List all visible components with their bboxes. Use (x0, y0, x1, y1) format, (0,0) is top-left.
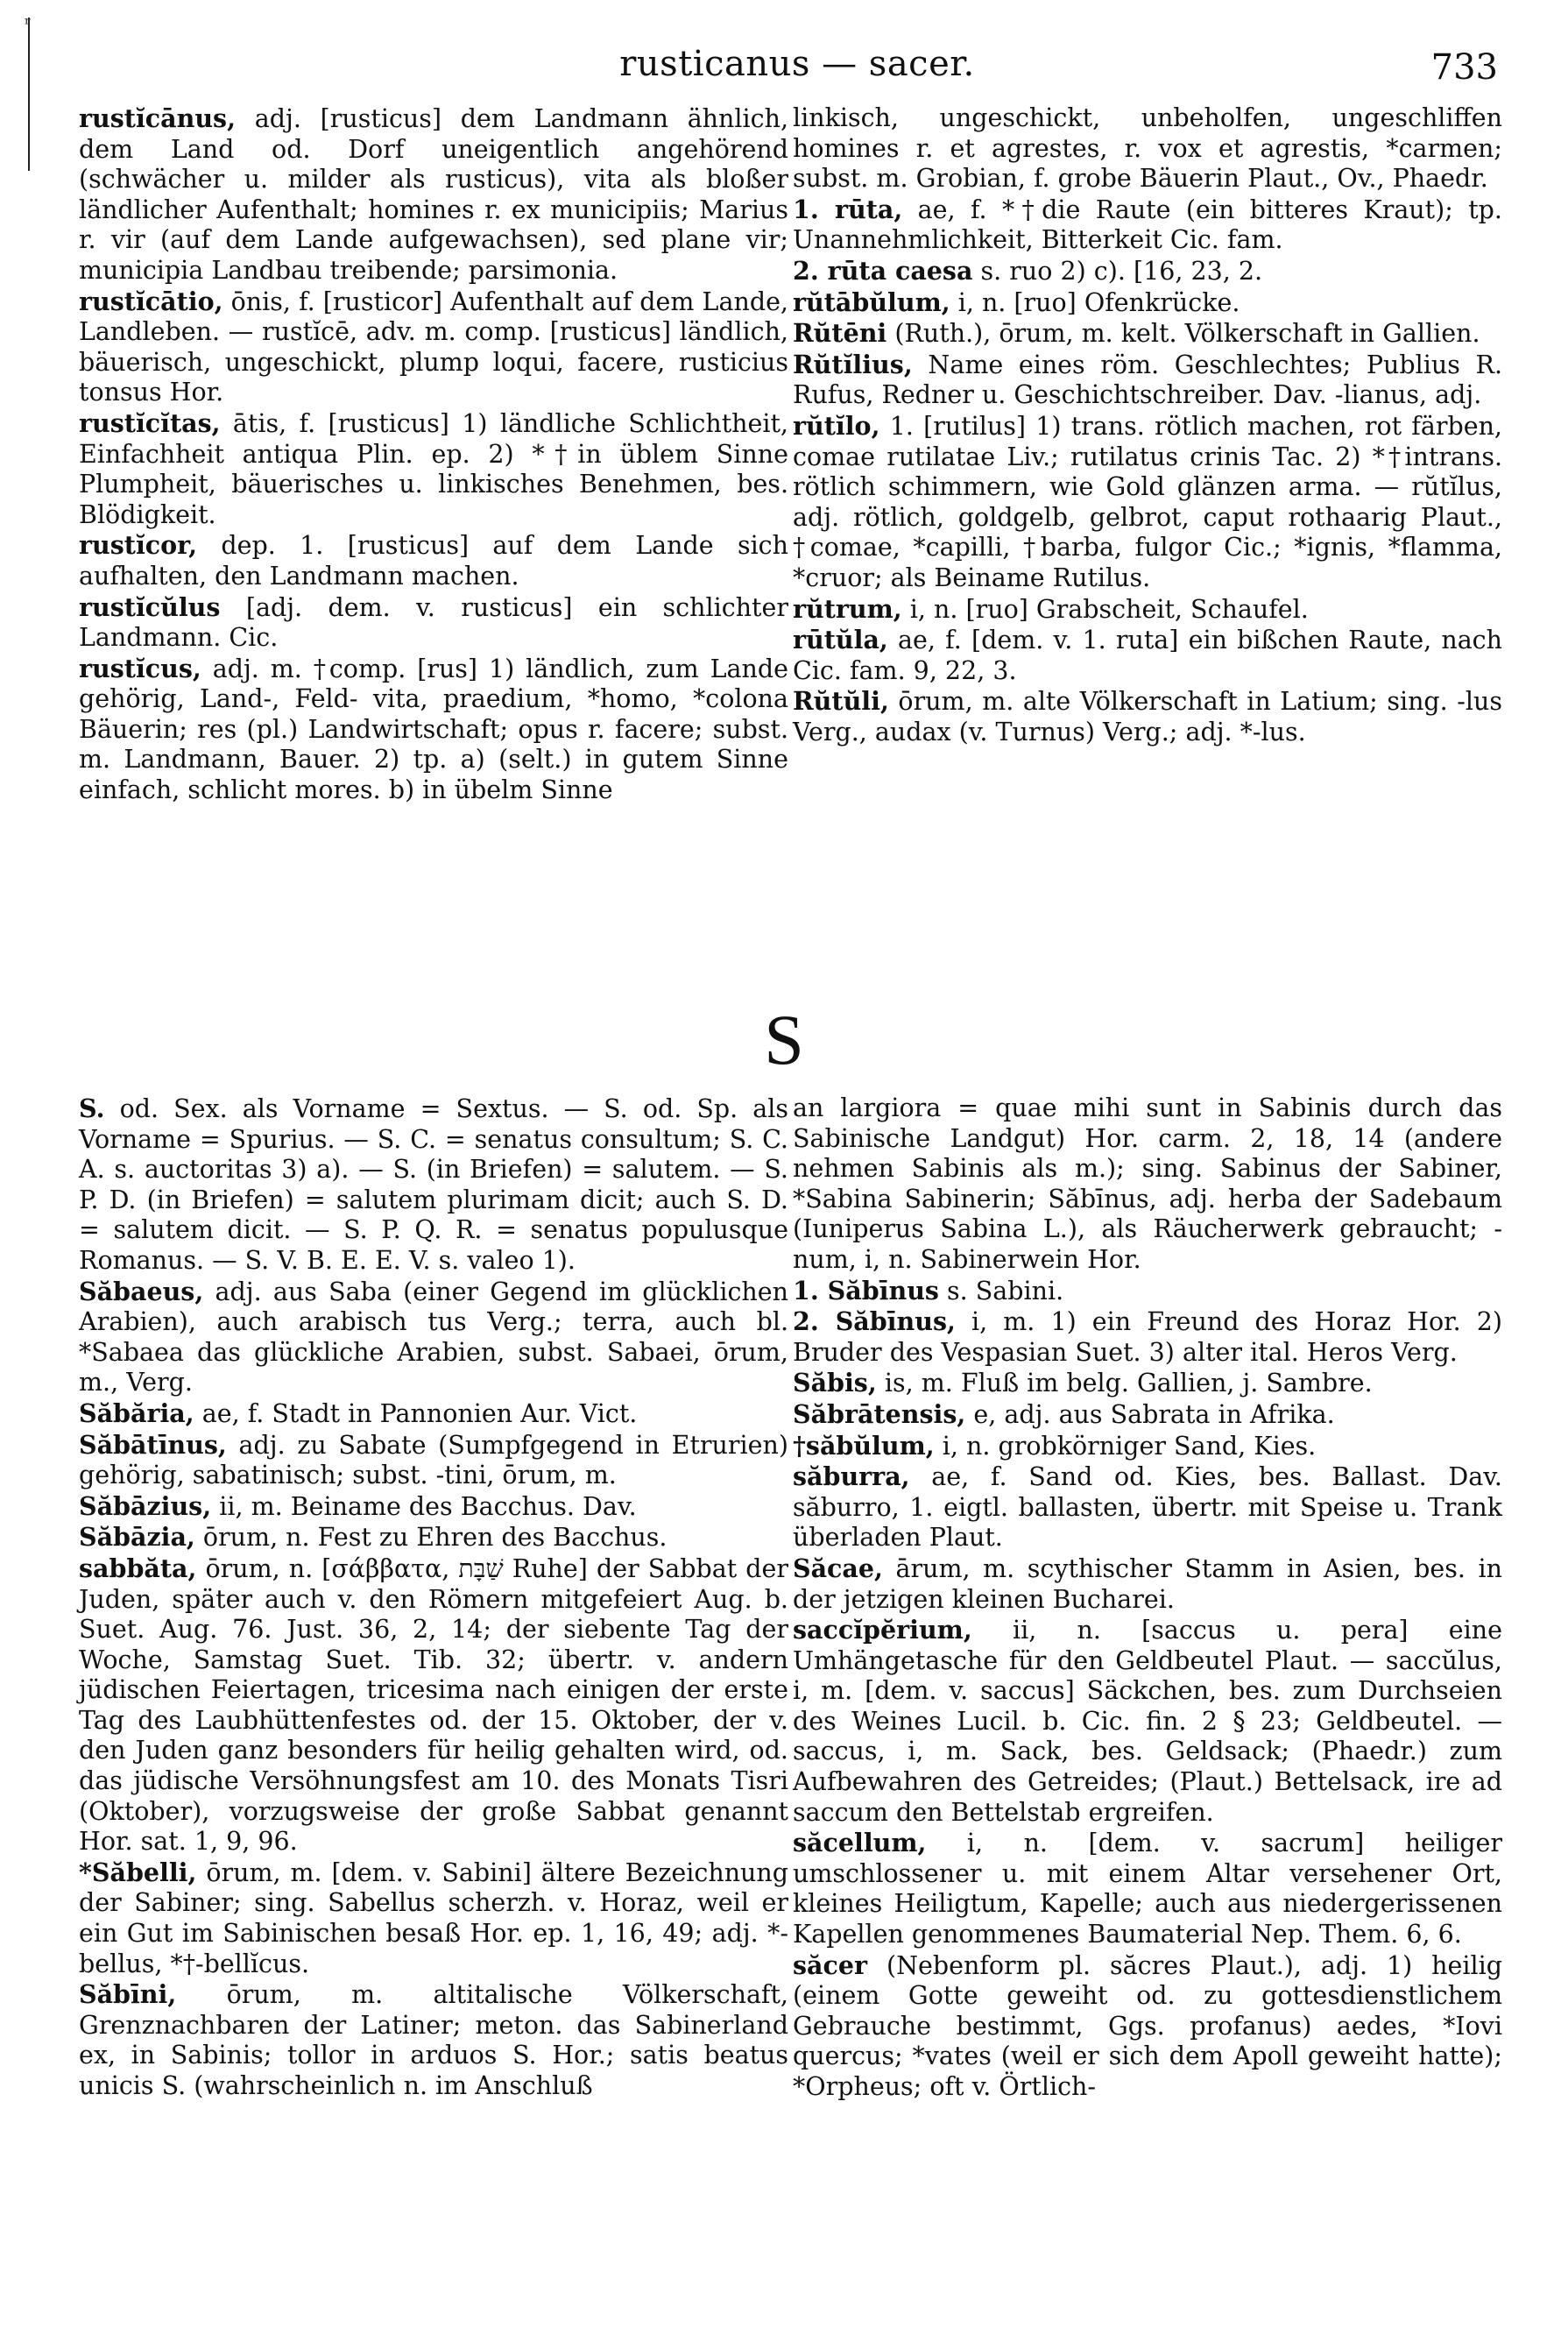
entry-definition: ārum, m. scythischer Stamm in Asien, bes. in der jetzigen kleinen Bucharei. (793, 1553, 1502, 1614)
dictionary-entry (79, 1491, 788, 1523)
dictionary-entry (793, 625, 1502, 686)
entry-definition: ōrum, n. [σάββατα, שַׁבָּת Ruhe] der Sabbat der Juden, später auch v. den Römern mitgefeiert Aug. b. Suet. Aug. 76. Just. 36, 2, 14; der siebente Tag der Woche, Samstag Suet. Tib. 32; übertr. v. andern jüdischen Feiertagen, tricesima nach einigen der erste Tag des Laubhüttenfestes od. der 15. Oktober, der v. den Juden ganz besonders für heilig gehalten wird, od. das jüdische Versöhnungsfest am 10. des Monats Tisri (Oktober), vorzugsweise der große Sabbat genannt Hor. sat. 1, 9, 96. (79, 1553, 788, 1857)
dictionary-entry (79, 1857, 788, 1979)
upper-right-column (793, 103, 1502, 747)
margin-mark: ʳ (25, 14, 32, 36)
dictionary-entry (79, 1979, 788, 2101)
entry-definition: i, n. [ruo] Grabscheit, Schaufel. (901, 594, 1309, 624)
entry-definition: adj. aus Saba (einer Gegend im glücklichen Arabien), auch arabisch tus Verg.; terra, auch bl. *Sabaea das glückliche Arabien, subst. Sabaei, ōrum, m., Verg. (79, 1277, 788, 1397)
entry-headword: săcer (793, 1949, 868, 1980)
lower-left-column (79, 1093, 788, 2102)
entry-definition: s. ruo 2) c). [16, 23, 2. (972, 256, 1263, 286)
entry-headword: Săbaeus, (79, 1276, 204, 1306)
dictionary-entry (793, 411, 1502, 594)
upper-left-column (79, 103, 788, 806)
entry-headword: rustĭcor, (79, 530, 197, 561)
dictionary-entry (79, 592, 788, 654)
entry-headword: Săbātīnus, (79, 1429, 227, 1460)
entry-headword: Săbāzia, (79, 1522, 195, 1553)
entry-headword: Rŭtēni (793, 318, 887, 349)
entry-headword: rūtŭla, (793, 625, 888, 655)
entry-headword: Săcae, (793, 1553, 883, 1583)
entry-definition: ae, f. Stadt in Pannonien Aur. Vict. (194, 1398, 638, 1428)
entry-definition: i, n. grobkörniger Sand, Kies. (934, 1431, 1317, 1461)
dictionary-entry (793, 1461, 1502, 1553)
entry-headword: Săbrātensis, (793, 1398, 966, 1429)
dictionary-entry (793, 195, 1502, 256)
entry-headword: săburra, (793, 1461, 910, 1492)
entry-headword: 1. rūta, (793, 194, 903, 224)
dictionary-entry (793, 350, 1502, 411)
entry-headword: sabbăta, (79, 1553, 197, 1583)
dictionary-entry (793, 1950, 1502, 2103)
running-title: rusticanus — sacer. (619, 44, 975, 84)
entry-definition: adj. [rusticus] dem Landmann ähnlich, dem Land od. Dorf uneigentlich angehörend (schwächer u. milder als rusticus), vita als bloßer ländlicher Aufenthalt; homines r. ex municipiis; Marius r. vir (auf dem Lande aufgewachsen), sed plane vir; municipia Landbau treibende; parsimonia. (79, 104, 788, 285)
dictionary-entry (79, 1093, 788, 1277)
entry-definition: an largiora = quae mihi sunt in Sabinis durch das Sabinische Landgut) Hor. carm. 2, 18, 14 (andere nehmen Sabinis als m.); sing. Sabinus der Sabiner, *Sabina Sabinerin; Săbīnus, adj. herba der Sadebaum (Iuniperus Sabina L.), als Räucherwerk gebraucht; -num, i, n. Sabinerwein Hor. (793, 1093, 1502, 1274)
entry-headword: rustĭcānus, (79, 103, 237, 133)
entry-definition: s. Sabini. (938, 1276, 1064, 1305)
dictionary-entry (793, 1276, 1502, 1307)
entry-headword: Rŭtĭlius, (793, 349, 913, 379)
entry-definition: adj. zu Sabate (Sumpfgegend in Etrurien) gehörig, sabatinisch; subst. -tini, ōrum, m. (79, 1430, 788, 1490)
dictionary-entry (79, 1277, 788, 1398)
entry-headword: Rŭtŭli, (793, 686, 889, 717)
dictionary-entry (79, 1522, 788, 1553)
entry-definition: ōrum, m. alte Völkerschaft in Latium; sing. -lus Verg., audax (v. Turnus) Verg.; adj. *-lus. (793, 687, 1502, 746)
entry-definition: adj. m. †comp. [rus] 1) ländlich, zum Lande gehörig, Land-, Feld- vita, praedium, *homo, *colona Bäuerin; res (pl.) Landwirtschaft; opus r. facere; subst. m. Landmann, Bauer. 2) tp. a) (selt.) in gutem Sinne einfach, schlicht mores. b) in übelm Sinne (79, 654, 788, 805)
dictionary-entry (793, 1615, 1502, 1828)
dictionary-entry (793, 1093, 1502, 1276)
dictionary-entry (79, 654, 788, 806)
dictionary-entry (793, 1828, 1502, 1949)
entry-headword: S. (79, 1093, 105, 1123)
entry-definition: ātis, f. [rusticus] 1) ländliche Schlichtheit, Einfachheit antiqua Plin. ep. 2) *†in üblem Sinne Plumpheit, bäuerisches u. linkisches Benehmen, bes. Blödigkeit. (79, 408, 788, 529)
dictionary-entry (793, 318, 1502, 350)
dictionary-entry (793, 103, 1502, 195)
dictionary-entry (793, 1368, 1502, 1399)
entry-headword: rustĭcus, (79, 653, 201, 683)
dictionary-entry (79, 1553, 788, 1857)
page-header (79, 37, 1515, 89)
dictionary-entry (793, 1431, 1502, 1462)
entry-headword: săcellum, (793, 1828, 927, 1858)
entry-definition: ae, f. [dem. v. 1. ruta] ein bißchen Raute, nach Cic. fam. 9, 22, 3. (793, 626, 1502, 685)
dictionary-entry (79, 287, 788, 408)
entry-definition: ii, n. [saccus u. pera] eine Umhängetasche für den Geldbeutel Plaut. — saccŭlus, i, m. [dem. v. saccus] Säckchen, bes. zum Durchseien des Weines Lucil. b. Cic. fin. 2 § 23; Geldbeutel. — saccus, i, m. Sack, bes. Geldsack; (Phaedr.) zum Aufbewahren des Getreides; (Plaut.) Bettelsack, ire ad saccum den Bettelstab ergreifen. (793, 1616, 1502, 1827)
entry-headword: rustĭcĭtas, (79, 407, 221, 438)
entry-definition: ōnis, f. [rusticor] Aufenthalt auf dem Lande, Landleben. — rustĭcē, adv. m. comp. [rusticus] ländlich, bäuerisch, ungeschickt, plump loqui, facere, rusticius tonsus Hor. (79, 287, 788, 407)
entry-headword: †săbŭlum, (793, 1430, 935, 1461)
entry-definition: i, n. [ruo] Ofenkrücke. (950, 287, 1240, 317)
entry-definition: is, m. Fluß im belg. Gallien, j. Sambre. (876, 1369, 1373, 1398)
dictionary-entry (79, 530, 788, 591)
entry-definition: od. Sex. als Vorname = Sextus. — S. od. Sp. als Vorname = Spurius. — S. C. = senatus consultum; S. C. A. s. auctoritas 3) a). — S. (in Briefen) = salutem. — S. P. D. (in Briefen) = salutem plurimam dicit; auch S. D. = salutem dicit. — S. P. Q. R. = senatus populusque Romanus. — S. V. B. E. E. V. s. valeo 1). (79, 1094, 788, 1275)
dictionary-entry (793, 1399, 1502, 1431)
entry-headword: *Săbelli, (79, 1857, 197, 1887)
entry-headword: 2. rūta caesa (793, 255, 973, 286)
entry-headword: Săbăria, (79, 1397, 194, 1428)
entry-definition: ae, f. Sand od. Kies, bes. Ballast. Dav. săburro, 1. eigtl. ballasten, übertr. mit Speise u. Trank überladen Plaut. (793, 1462, 1502, 1553)
entry-headword: Săbāzius, (79, 1490, 212, 1521)
entry-headword: Săbīni, (79, 1979, 177, 2010)
dictionary-entry (79, 1398, 788, 1430)
dictionary-entry (79, 1430, 788, 1491)
dictionary-entry (793, 686, 1502, 747)
entry-headword: 1. Săbīnus (793, 1275, 939, 1305)
dictionary-entry (793, 1553, 1502, 1615)
entry-definition: i, n. [dem. v. sacrum] heiliger umschlossener u. mit einem Altar versehener Ort, kleines Heiligtum, Kapelle; auch aus niedergerissenen Kapellen genommenes Baumaterial Nep. Them. 6, 6. (793, 1829, 1502, 1949)
entry-definition: ōrum, m. altitalische Völkerschaft, Grenznachbaren der Latiner; meton. das Sabinerland ex, in Sabinis; tollor in arduos S. Hor.; satis beatus unicis S. (wahrscheinlich n. im Anschluß (79, 1980, 788, 2100)
dictionary-entry (793, 1306, 1502, 1368)
lower-right-column (793, 1093, 1502, 2103)
entry-headword: rustĭcŭlus (79, 591, 221, 622)
dictionary-entry (793, 287, 1502, 319)
entry-definition: (Nebenform pl. săcres Plaut.), adj. 1) heilig (einem Gotte geweiht od. zu gottesdienstlichem Gebrauche bestimmt, Ggs. profanus) aedes, *Iovi quercus; *vates (weil er sich dem Apoll geweiht hatte); *Orpheus; oft v. Örtlich- (793, 1950, 1502, 2101)
entry-definition: dep. 1. [rusticus] auf dem Lande sich aufhalten, den Landmann machen. (79, 531, 788, 591)
entry-definition: e, adj. aus Sabrata in Afrika. (965, 1399, 1335, 1429)
left-margin-rule (28, 18, 30, 171)
entry-definition: ae, f. *†die Raute (ein bitteres Kraut); tp. Unannehmlichkeit, Bitterkeit Cic. fam. (793, 195, 1502, 255)
section-letter: S (764, 1000, 804, 1079)
entry-definition: (Ruth.), ōrum, m. kelt. Völkerschaft in Gallien. (886, 319, 1480, 349)
entry-definition: Name eines röm. Geschlechtes; Publius R. Rufus, Redner u. Geschichtschreiber. Dav. -lianus, adj. (793, 350, 1502, 410)
entry-headword: rŭtĭlo, (793, 410, 880, 441)
entry-headword: 2. Săbīnus, (793, 1306, 956, 1337)
dictionary-entry (79, 103, 788, 287)
page-number: 733 (1430, 47, 1498, 88)
entry-definition: ōrum, n. Fest zu Ehren des Bacchus. (194, 1523, 667, 1553)
entry-headword: rustĭcātio, (79, 286, 223, 316)
entry-headword: Săbis, (793, 1368, 877, 1398)
dictionary-entry (793, 594, 1502, 626)
entry-definition: ōrum, m. [dem. v. Sabini] ältere Bezeichnung der Sabiner; sing. Sabellus scherzh. v. Horaz, weil er ein Gut im Sabinischen besaß Hor. ep. 1, 16, 49; adj. *-bellus, *†-bellĭcus. (79, 1857, 788, 1978)
dictionary-entry (793, 256, 1502, 287)
entry-definition: ii, m. Beiname des Bacchus. Dav. (211, 1491, 637, 1521)
entry-definition: 1. [rutilus] 1) trans. rötlich machen, rot färben, comae rutilatae Liv.; rutilatus crinis Tac. 2) *†intrans. rötlich schimmern, wie Gold glänzen arma. — rŭtĭlus, adj. rötlich, goldgelb, gelbrot, caput rothaarig Plaut., †comae, *capilli, †barba, fulgor Cic.; *ignis, *flamma, *cruor; als Beiname Rutilus. (793, 411, 1502, 592)
entry-definition: i, m. 1) ein Freund des Horaz Hor. 2) Bruder des Vespasian Suet. 3) alter ital. Heros Verg. (793, 1307, 1502, 1367)
entry-definition: linkisch, ungeschickt, unbeholfen, ungeschliffen homines r. et agrestes, r. vox et agrestis, *carmen; subst. m. Grobian, f. grobe Bäuerin Plaut., Ov., Phaedr. (793, 103, 1502, 194)
entry-headword: rŭtābŭlum, (793, 287, 950, 317)
entry-definition: [adj. dem. v. rusticus] ein schlichter Landmann. Cic. (79, 592, 788, 653)
entry-headword: rŭtrum, (793, 593, 902, 624)
entry-headword: saccĭpĕrium, (793, 1615, 972, 1645)
dictionary-entry (79, 408, 788, 530)
